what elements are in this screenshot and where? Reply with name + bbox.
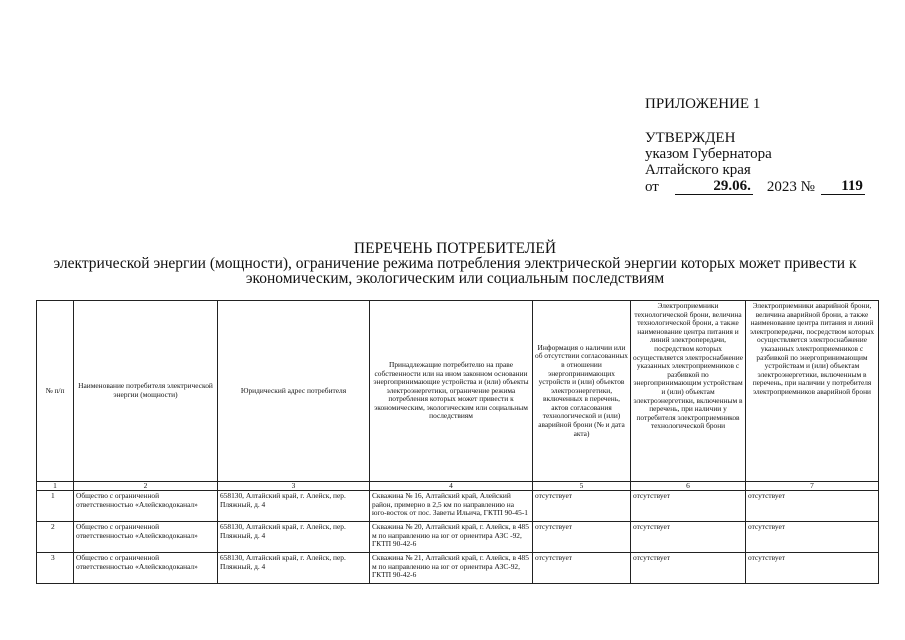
decree-date-line: [645, 178, 895, 195]
act-info: отсутствует: [533, 491, 631, 522]
date-prefix: от: [645, 179, 659, 195]
header-cell-number: № п/п: [37, 301, 74, 482]
tech-reserve: отсутствует: [631, 522, 746, 553]
column-number: 6: [631, 482, 746, 491]
consumer-address: 658130, Алтайский край, г. Алейск, пер. Пляжный, д. 4: [218, 491, 370, 522]
decree-number: 119: [821, 178, 865, 195]
column-number: 1: [37, 482, 74, 491]
consumer-object: Скважина № 20, Алтайский край, г. Алейск, в 485 м по направлению на юг от ориентира АЗС -92, ГКТП 90-42-6: [370, 522, 533, 553]
title-subtitle: электрической энергии (мощности), ограничение режима потребления электрической энергии которых может привести к экономическим, экологическим или социальным последствиям: [53, 255, 857, 287]
act-info: отсутствует: [533, 553, 631, 584]
table-row: [37, 553, 879, 584]
consumer-name: Общество с ограниченной ответственностью «Алейскводоканал»: [74, 491, 218, 522]
consumer-name: Общество с ограниченной ответственностью «Алейскводоканал»: [74, 553, 218, 584]
row-number: 2: [37, 522, 74, 553]
emergency-reserve: отсутствует: [746, 522, 879, 553]
consumer-name: Общество с ограниченной ответственностью «Алейскводоканал»: [74, 522, 218, 553]
approved-label: УТВЕРЖДЕН: [645, 130, 736, 146]
consumer-object: Скважина № 21, Алтайский край, г. Алейск, в 485 м по направлению на юг от ориентира АЗС-92, ГКТП 90-42-6: [370, 553, 533, 584]
header-cell-emergency-reserve: Электроприемники аварийной брони, величина аварийной брони, а также наименование центра питания и линий электропередачи, посредством которых осуществляется электроснабжение указанных электроприемников с разбивкой по энергопринимающим устройствам и (или) объектам электроэнергетики, включенным в перечень, при наличии у потребителя электроприемников аварийной брони: [746, 301, 879, 482]
column-number: 3: [218, 482, 370, 491]
table-row: [37, 491, 879, 522]
column-number: 2: [74, 482, 218, 491]
header-cell-acts: Информация о наличии или об отсутствии согласованных в отношении энергопринимающих устройств и (или) объектов электроэнергетики, включенных в перечень, актов согласования технологической и (или) аварийной брони (№ и дата акта): [533, 301, 631, 482]
tech-reserve: отсутствует: [631, 553, 746, 584]
row-number: 3: [37, 553, 74, 584]
header-cell-tech-reserve: Электроприемники технологической брони, величина технологической брони, а также наименование центра питания и линий электропередачи, посредством которых осуществляется электроснабжение указанных электроприемников с разбивкой по энергопринимающим устройствам и (или) объектам электроэнергетики, включенным в перечень, при наличии у потребителя электроприемников технологической брони: [631, 301, 746, 482]
decree-date: 29.06.: [675, 178, 753, 195]
emergency-reserve: отсутствует: [746, 491, 879, 522]
row-number: 1: [37, 491, 74, 522]
column-number: 5: [533, 482, 631, 491]
header-cell-name: Наименование потребителя электрической энергии (мощности): [74, 301, 218, 482]
table-header-row: [37, 301, 879, 482]
decree-label: указом Губернатора: [645, 146, 772, 162]
column-number: 4: [370, 482, 533, 491]
document-title: [30, 241, 880, 286]
tech-reserve: отсутствует: [631, 491, 746, 522]
column-number-row: [37, 482, 879, 491]
column-number: 7: [746, 482, 879, 491]
header-cell-address: Юридический адрес потребителя: [218, 301, 370, 482]
consumers-table: [36, 300, 879, 584]
emergency-reserve: отсутствует: [746, 553, 879, 584]
region-label: Алтайского края: [645, 162, 751, 178]
consumer-address: 658130, Алтайский край, г. Алейск, пер. Пляжный, д. 4: [218, 553, 370, 584]
header-cell-objects: Принадлежащие потребителю на праве собственности или на ином законном основании энергопринимающие устройства и (или) объекты электроэнергетики, ограничение режима потребления которых может привести к экономическим, экологическим или социальным последствиям: [370, 301, 533, 482]
decree-year: 2023 №: [766, 179, 815, 195]
title-main: ПЕРЕЧЕНЬ ПОТРЕБИТЕЛЕЙ: [353, 240, 557, 257]
consumer-address: 658130, Алтайский край, г. Алейск, пер. Пляжный, д. 4: [218, 522, 370, 553]
act-info: отсутствует: [533, 522, 631, 553]
consumer-object: Скважина № 16, Алтайский край, Алейский район, примерно в 2,5 км по направлению на юго-восток от пос. Заветы Ильича, ГКТП 90-45-1: [370, 491, 533, 522]
approval-block: [645, 96, 895, 195]
appendix-label: ПРИЛОЖЕНИЕ 1: [645, 96, 761, 112]
table-row: [37, 522, 879, 553]
